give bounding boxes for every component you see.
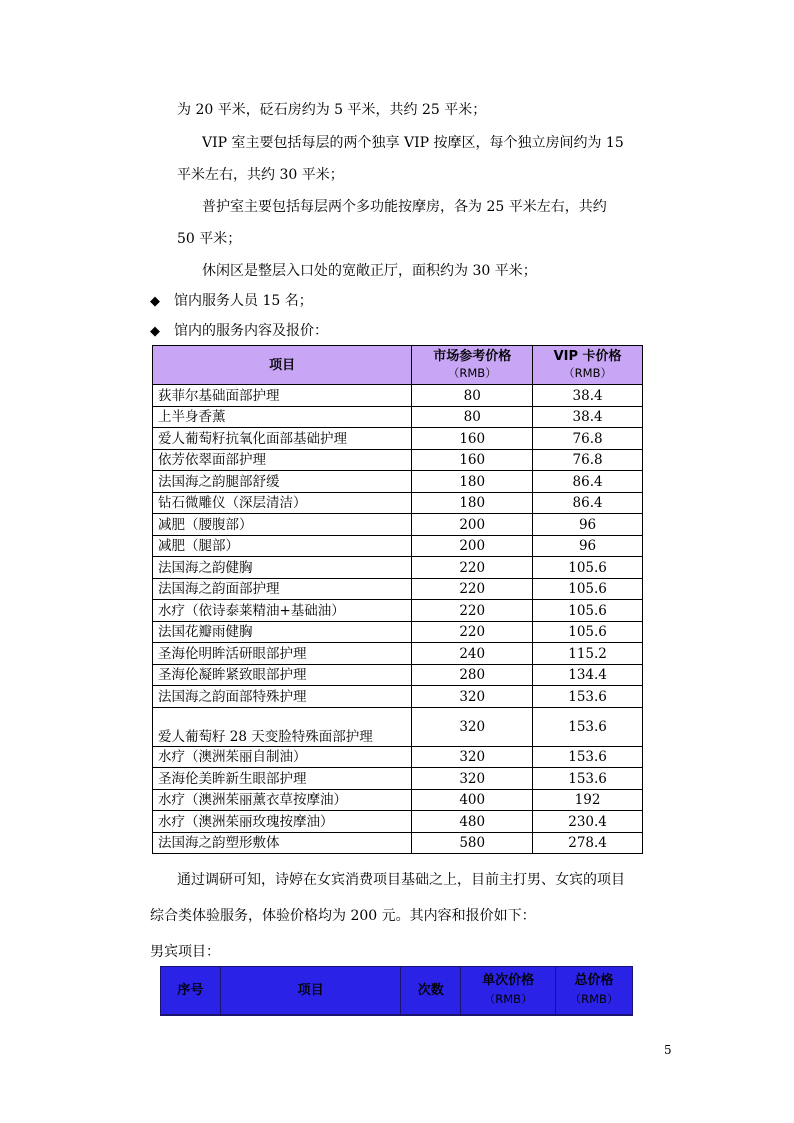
cell-market-price: 220	[412, 578, 533, 600]
cell-item: 水疗（澳洲茱丽薰衣草按摩油）	[153, 789, 412, 811]
paragraph-line: 普护室主要包括每层两个多功能按摩房，各为 25 平米左右，共约	[202, 199, 607, 215]
cell-market-price: 240	[412, 643, 533, 665]
header-item: 项目	[220, 967, 400, 1016]
table-header-row	[161, 967, 633, 1016]
cell-vip-price: 105.6	[533, 578, 643, 600]
cell-vip-price: 278.4	[533, 832, 643, 854]
paragraph-line: 综合类体验服务，体验价格均为 200 元。其内容和报价如下：	[150, 908, 536, 924]
table-row	[153, 811, 643, 833]
cell-item: 圣海伦凝眸紧致眼部护理	[153, 664, 412, 686]
header-vip-price: VIP 卡价格 （RMB）	[533, 346, 643, 385]
cell-market-price: 320	[412, 686, 533, 708]
header-number: 序号	[161, 967, 221, 1016]
cell-vip-price: 192	[533, 789, 643, 811]
cell-vip-price: 105.6	[533, 600, 643, 622]
paragraph-line: 为 20 平米，砭石房约为 5 平米，共约 25 平米；	[177, 102, 487, 118]
diamond-bullet-icon: ◆	[150, 294, 160, 309]
page-number: 5	[664, 1043, 672, 1057]
cell-market-price: 180	[412, 492, 533, 514]
table-row	[153, 621, 643, 643]
cell-market-price: 80	[412, 406, 533, 428]
cell-item: 法国海之韵面部特殊护理	[153, 686, 412, 708]
table-row	[153, 664, 643, 686]
cell-market-price: 200	[412, 535, 533, 557]
bullet-text: 馆内的服务内容及报价：	[174, 323, 328, 339]
cell-market-price: 280	[412, 664, 533, 686]
cell-market-price: 160	[412, 449, 533, 471]
cell-vip-price: 115.2	[533, 643, 643, 665]
table-row	[153, 643, 643, 665]
table-row	[153, 707, 643, 746]
table-row	[153, 406, 643, 428]
cell-item: 法国海之韵塑形敷体	[153, 832, 412, 854]
bullet-item	[150, 291, 313, 312]
cell-market-price: 220	[412, 557, 533, 579]
table-row	[153, 449, 643, 471]
cell-item: 上半身香薰	[153, 406, 412, 428]
cell-vip-price: 153.6	[533, 746, 643, 768]
table-row	[153, 578, 643, 600]
table-row	[153, 600, 643, 622]
cell-item: 减肥（腰腹部）	[153, 514, 412, 536]
cell-market-price: 320	[412, 768, 533, 790]
cell-item: 水疗（依诗泰莱精油+基础油）	[153, 600, 412, 622]
cell-vip-price: 86.4	[533, 492, 643, 514]
cell-vip-price: 153.6	[533, 768, 643, 790]
cell-item: 依芳依翠面部护理	[153, 449, 412, 471]
cell-market-price: 320	[412, 746, 533, 768]
cell-item: 爱人葡萄籽抗氧化面部基础护理	[153, 428, 412, 450]
cell-item: 法国花瓣雨健胸	[153, 621, 412, 643]
cell-vip-price: 38.4	[533, 406, 643, 428]
table-header-row	[153, 346, 643, 385]
paragraph-line: VIP 室主要包括每层的两个独享 VIP 按摩区，每个独立房间约为 15	[202, 135, 624, 151]
paragraph-line: 平米左右，共约 30 平米；	[177, 167, 344, 183]
header-unit-price: 单次价格 （RMB）	[461, 967, 556, 1016]
header-item: 项目	[153, 346, 412, 385]
price-table	[152, 345, 643, 854]
header-market-price: 市场参考价格 （RMB）	[412, 346, 533, 385]
cell-item: 法国海之韵腿部舒缓	[153, 471, 412, 493]
table-row	[153, 428, 643, 450]
cell-vip-price: 76.8	[533, 428, 643, 450]
cell-vip-price: 105.6	[533, 557, 643, 579]
cell-vip-price: 96	[533, 514, 643, 536]
cell-item: 法国海之韵面部护理	[153, 578, 412, 600]
cell-market-price: 220	[412, 600, 533, 622]
cell-market-price: 180	[412, 471, 533, 493]
cell-vip-price: 96	[533, 535, 643, 557]
cell-item: 圣海伦美眸新生眼部护理	[153, 768, 412, 790]
table-row	[153, 557, 643, 579]
cell-vip-price: 153.6	[533, 707, 643, 746]
cell-item: 圣海伦明眸活研眼部护理	[153, 643, 412, 665]
cell-vip-price: 76.8	[533, 449, 643, 471]
paragraph-line: 休闲区是整层入口处的宽敞正厅，面积约为 30 平米；	[202, 263, 537, 279]
male-items-table	[160, 966, 633, 1016]
cell-vip-price: 153.6	[533, 686, 643, 708]
cell-item: 水疗（澳洲茱丽自制油）	[153, 746, 412, 768]
cell-market-price: 480	[412, 811, 533, 833]
cell-market-price: 320	[412, 707, 533, 746]
cell-market-price: 220	[412, 621, 533, 643]
section-label: 男宾项目：	[150, 944, 220, 960]
bullet-item	[150, 321, 328, 342]
cell-vip-price: 38.4	[533, 385, 643, 407]
cell-item: 减肥（腿部）	[153, 535, 412, 557]
cell-vip-price: 134.4	[533, 664, 643, 686]
cell-vip-price: 230.4	[533, 811, 643, 833]
diamond-bullet-icon: ◆	[150, 324, 160, 339]
paragraph-line: 50 平米；	[177, 231, 242, 247]
cell-market-price: 400	[412, 789, 533, 811]
cell-item: 法国海之韵健胸	[153, 557, 412, 579]
paragraph-line: 通过调研可知，诗婷在女宾消费项目基础之上，目前主打男、女宾的项目	[177, 872, 625, 888]
table-row	[153, 471, 643, 493]
cell-item: 爱人葡萄籽 28 天变脸特殊面部护理	[153, 707, 412, 746]
cell-market-price: 580	[412, 832, 533, 854]
table-row	[153, 832, 643, 854]
cell-vip-price: 105.6	[533, 621, 643, 643]
cell-item: 钻石微雕仪（深层清洁）	[153, 492, 412, 514]
cell-vip-price: 86.4	[533, 471, 643, 493]
cell-market-price: 160	[412, 428, 533, 450]
table-row	[153, 768, 643, 790]
cell-market-price: 80	[412, 385, 533, 407]
header-total-price: 总价格 （RMB）	[556, 967, 633, 1016]
table-row	[153, 514, 643, 536]
bullet-text: 馆内服务人员 15 名；	[174, 293, 313, 309]
header-times: 次数	[401, 967, 461, 1016]
table-row	[153, 492, 643, 514]
table-row	[153, 789, 643, 811]
table-row	[153, 746, 643, 768]
table-row	[153, 686, 643, 708]
cell-item: 水疗（澳洲茱丽玫瑰按摩油）	[153, 811, 412, 833]
table-row	[153, 535, 643, 557]
cell-market-price: 200	[412, 514, 533, 536]
cell-item: 荻菲尔基础面部护理	[153, 385, 412, 407]
table-row	[153, 385, 643, 407]
